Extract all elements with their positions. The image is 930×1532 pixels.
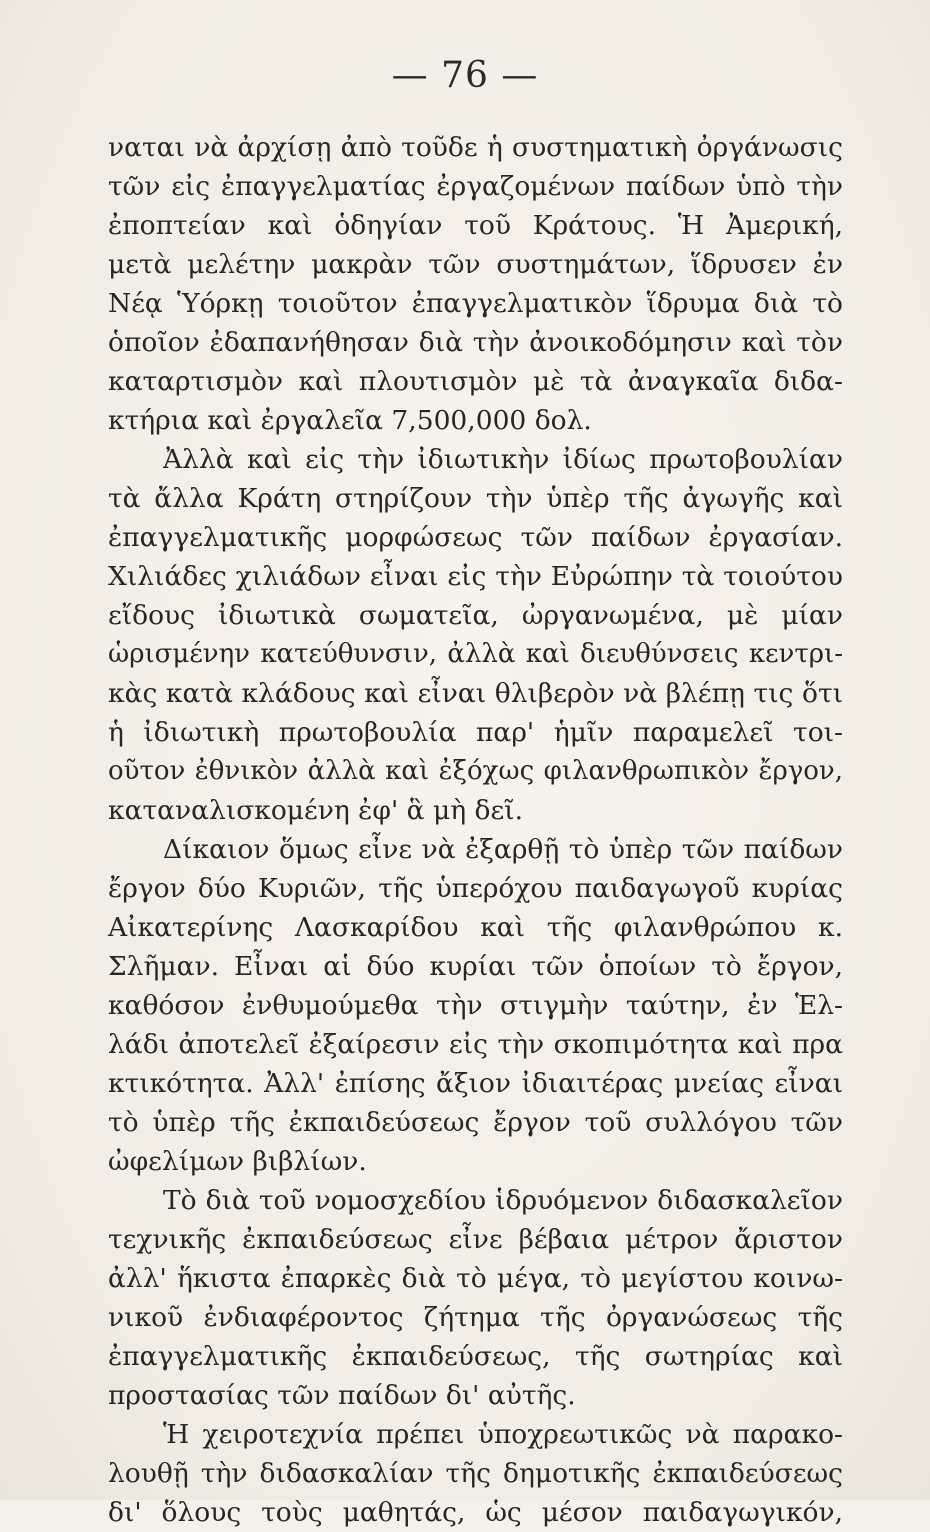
text-line: Δίκαιον ὅμως εἶνε νὰ ἐξαρθῇ τὸ ὑπὲρ τῶν παίδων [163,834,843,865]
text-line: καθόσον ἐνθυμούμεθα τὴν στιγμὴν ταύτην, ἐν Ἑλ- [108,990,843,1021]
text-line: ναται νὰ ἀρχίσῃ ἀπὸ τοῦδε ἡ συστηματικὴ ὀργάνωσις [108,132,843,163]
text-line: λουθῇ τὴν διδασκαλίαν τῆς δημοτικῆς ἐκπαιδεύσεως [108,1458,843,1489]
text-line: νικοῦ ἐνδιαφέροντος ζήτημα τῆς ὀργανώσεως τῆς [108,1302,843,1333]
text-line: τὰ ἄλλα Κράτη στηρίζουν τὴν ὑπὲρ τῆς ἀγωγῆς καὶ [108,483,843,514]
text-line: Σλῆμαν. Εἶναι αἱ δύο κυρίαι τῶν ὁποίων τὸ ἔργον, [108,951,843,982]
text-line: Χιλιάδες χιλιάδων εἶναι εἰς τὴν Εὐρώπην τὰ τοιούτου [108,561,843,592]
text-line: κτικότητα. Ἀλλ' ἐπίσης ἄξιον ἰδιαιτέρας μνείας εἶναι [108,1068,843,1099]
text-line: Αἰκατερίνης Λασκαρίδου καὶ τῆς φιλανθρώπου κ. [108,912,843,943]
text-line: ἀλλ' ἥκιστα ἐπαρκὲς διὰ τὸ μέγα, τὸ μεγίστου κοινω- [108,1263,843,1294]
text-line: ἔργον δύο Κυριῶν, τῆς ὑπερόχου παιδαγωγοῦ κυρίας [108,873,843,904]
text-line: Ἀλλὰ καὶ εἰς τὴν ἰδιωτικὴν ἰδίως πρωτοβουλίαν [163,444,843,475]
text-line: καταρτισμὸν καὶ πλουτισμὸν μὲ τὰ ἀναγκαῖα διδα- [108,366,843,397]
text-line: Τὸ διὰ τοῦ νομοσχεδίου ἱδρυόμενον διδασκαλεῖον [163,1185,843,1216]
text-line: καταναλισκομένη ἐφ' ἃ μὴ δεῖ. [108,795,523,826]
text-line: κὰς κατὰ κλάδους καὶ εἶναι θλιβερὸν νὰ βλέπῃ τις ὅτι [108,678,843,709]
text-line: εἴδους ἰδιωτικὰ σωματεῖα, ὠργανωμένα, μὲ μίαν [108,600,843,631]
page-number: — 76 — [391,55,539,96]
text-line: ὡρισμένην κατεύθυνσιν, ἀλλὰ καὶ διευθύνσεις κεντρι- [108,639,843,669]
text-line: μετὰ μελέτην μακρὰν τῶν συστημάτων, ἵδρυσεν ἐν [108,249,843,280]
text-line: τὸ ὑπὲρ τῆς ἐκπαιδεύσεως ἔργον τοῦ συλλόγου τῶν [108,1107,843,1138]
text-line: κτήρια καὶ ἐργαλεῖα 7,500,000 δολ. [108,405,592,436]
text-line: Νέᾳ Ὑόρκῃ τοιοῦτον ἐπαγγελματικὸν ἵδρυμα διὰ τὸ [108,288,843,319]
text-line: ἐπαγγελματικῆς ἐκπαιδεύσεως, τῆς σωτηρίας καὶ [108,1341,843,1372]
text-line: ἐποπτείαν καὶ ὁδηγίαν τοῦ Κράτους. Ἡ Ἀμερική, [108,210,843,241]
text-line: λάδι ἀποτελεῖ ἐξαίρεσιν εἰς τὴν σκοπιμότητα καὶ πρα [108,1029,843,1060]
text-line: οῦτον ἐθνικὸν ἀλλὰ καὶ ἐξόχως φιλανθρωπικὸν ἔργον, [108,756,843,786]
body-text [108,128,843,1532]
text-line: ὠφελίμων βιβλίων. [108,1146,367,1177]
text-line: ἡ ἰδιωτικὴ πρωτοβουλία παρ' ἡμῖν παραμελεῖ τοι- [108,717,843,748]
text-line: ὁποῖον ἐδαπανήθησαν διὰ τὴν ἀνοικοδόμησιν καὶ τὸν [108,327,843,358]
text-line: ἐπαγγελματικῆς μορφώσεως τῶν παίδων ἐργασίαν. [108,522,843,553]
text-line: προστασίας τῶν παίδων δι' αὐτῆς. [108,1380,576,1411]
text-line: τεχνικῆς ἐκπαιδεύσεως εἶνε βέβαια μέτρον ἄριστον [108,1224,843,1255]
text-line: Ἡ χειροτεχνία πρέπει ὑποχρεωτικῶς νὰ παρακο- [163,1419,843,1450]
text-line: τῶν εἰς ἐπαγγελματίας ἐργαζομένων παίδων ὑπὸ τὴν [108,171,843,202]
text-line: δι' ὅλους τοὺς μαθητάς, ὡς μέσον παιδαγωγικόν, [108,1497,843,1528]
